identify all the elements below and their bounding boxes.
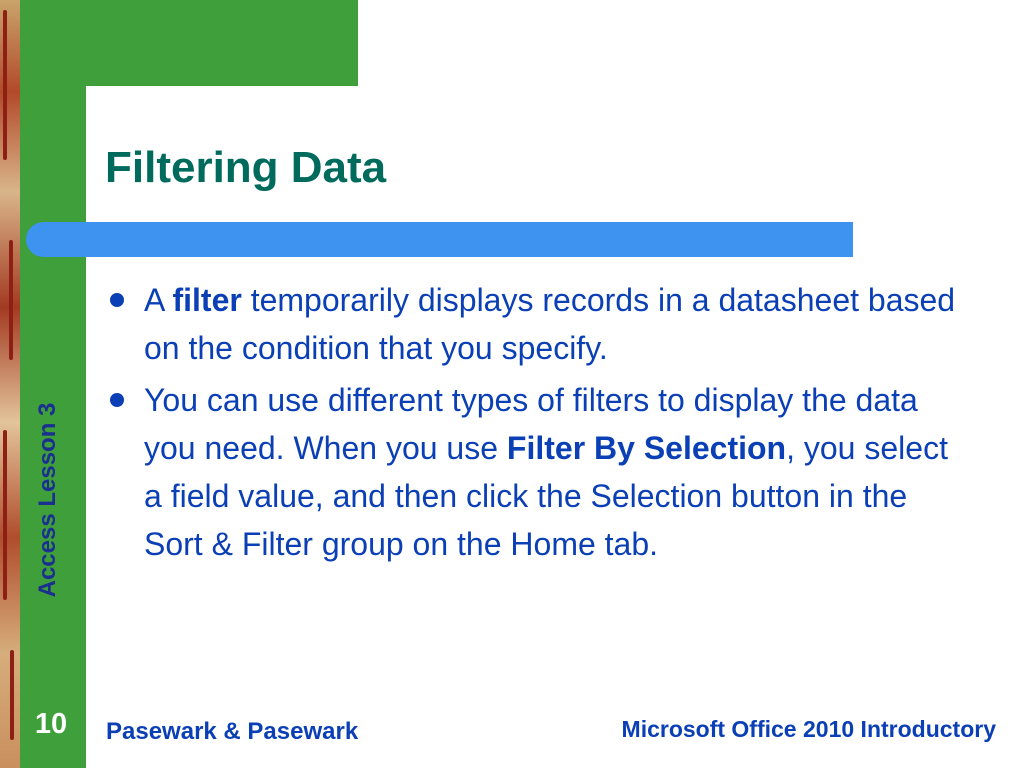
bullet-item <box>106 376 966 568</box>
bullet-dot-icon <box>110 293 124 307</box>
bullet-item <box>106 276 966 372</box>
footer-course: Microsoft Office 2010 Introductory <box>621 716 996 742</box>
slide-title: Filtering Data <box>105 143 387 192</box>
decorative-image-strip <box>0 0 20 768</box>
lesson-label: Access Lesson 3 <box>34 402 61 598</box>
bullet-bold-term: filter <box>172 282 242 318</box>
bullet-text: You can use different types of filters to display the data you need. When you use <box>144 382 918 466</box>
decorative-stripe <box>9 240 13 360</box>
decorative-stripe <box>10 650 14 740</box>
title-underline-bar <box>26 222 853 257</box>
footer-author: Pasewark & Pasewark <box>106 718 359 745</box>
green-sidebar <box>20 0 86 768</box>
bullet-dot-icon <box>110 393 124 407</box>
decorative-stripe <box>3 430 7 600</box>
bullet-text: temporarily displays records in a datasheet based on the condition that you specify. <box>144 282 956 366</box>
bullet-bold-term: Filter By Selection <box>506 430 787 466</box>
bullet-text: A <box>144 282 173 318</box>
bullet-text: , you select a field value, and then click the Selection button in the Sort & Filter group on the Home tab. <box>144 430 948 562</box>
bullet-list <box>106 276 966 572</box>
page-number: 10 <box>34 708 68 740</box>
decorative-stripe <box>3 10 7 160</box>
green-header-block <box>20 0 358 86</box>
